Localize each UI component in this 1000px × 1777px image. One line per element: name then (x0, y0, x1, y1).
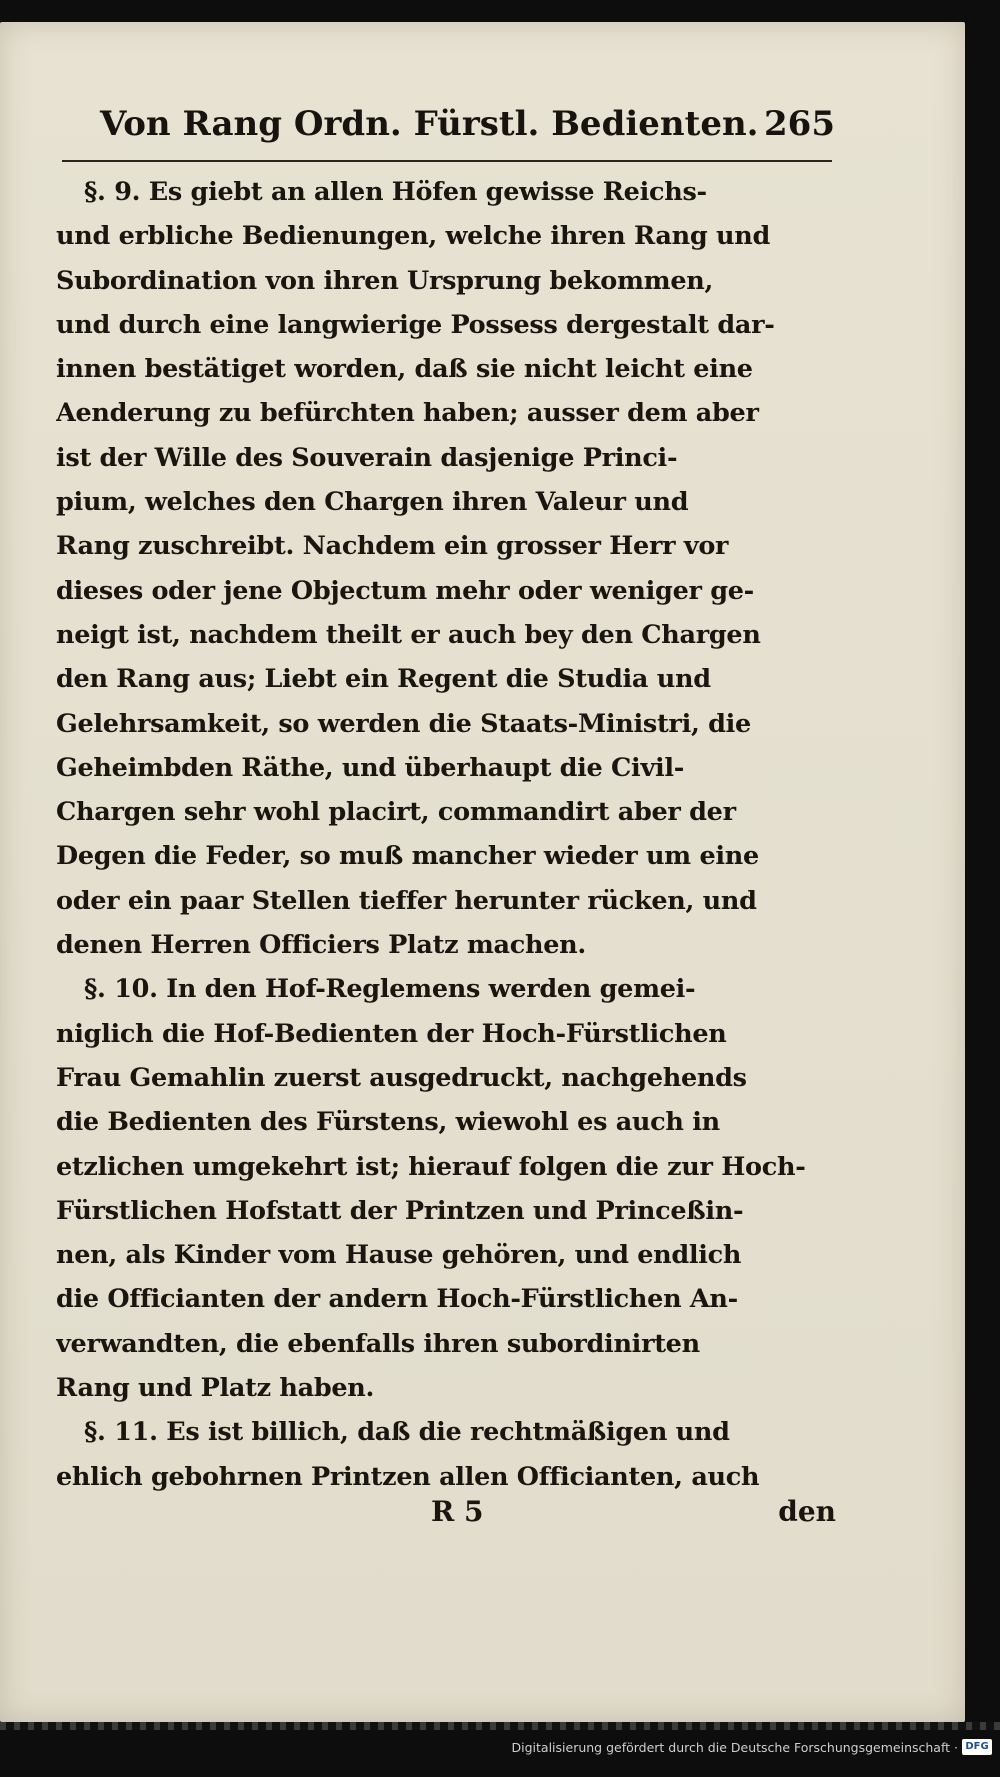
scan-border (0, 1722, 1000, 1730)
text-line: ehlich gebohrnen Printzen allen Officianten, auch (56, 1461, 760, 1492)
dfg-logo-icon: DFG (962, 1739, 992, 1755)
text-line: §. 9. Es giebt an allen Höfen gewisse Reichs- (84, 177, 707, 207)
text-line: §. 10. In den Hof-Reglemens werden gemei- (84, 974, 696, 1005)
text-line: die Officianten der andern Hoch-Fürstlichen An- (56, 1284, 738, 1315)
text-line: Subordination von ihren Ursprung bekommen, (56, 265, 714, 296)
text-line: pium, welches den Chargen ihren Valeur und (56, 487, 689, 518)
text-line: denen Herren Officiers Platz machen. (56, 930, 586, 961)
text-line: die Bedienten des Fürstens, wiewohl es auch in (56, 1107, 720, 1138)
page-header (100, 104, 835, 164)
text-line: §. 11. Es ist billich, daß die rechtmäßigen und (84, 1417, 730, 1448)
text-line: Frau Gemahlin zuerst ausgedruckt, nachgehends (56, 1062, 747, 1093)
text-line: den Rang aus; Liebt ein Regent die Studia und (56, 664, 711, 695)
credit-bar (0, 1736, 1000, 1777)
header-rule (62, 160, 832, 162)
text-line: und erbliche Bedienungen, welche ihren Rang und (56, 221, 770, 252)
text-line: innen bestätiget worden, daß sie nicht leicht eine (56, 354, 753, 385)
text-line: neigt ist, nachdem theilt er auch bey den Chargen (56, 619, 761, 650)
signature-mark: R 5 (431, 1495, 484, 1528)
text-line: dieses oder jene Objectum mehr oder weniger ge- (56, 575, 754, 606)
credit-text: Digitalisierung gefördert durch die Deutsche Forschungsgemeinschaft · (511, 1740, 958, 1755)
text-line: nen, als Kinder vom Hause gehören, und endlich (56, 1240, 742, 1271)
running-title: Von Rang Ordn. Fürstl. Bedienten. (100, 104, 759, 144)
text-line: und durch eine langwierige Possess dergestalt dar- (56, 309, 775, 340)
catchword: den (778, 1495, 836, 1528)
text-line: Rang zuschreibt. Nachdem ein grosser Herr vor (56, 531, 729, 562)
text-line: Geheimbden Räthe, und überhaupt die Civil- (56, 752, 685, 783)
text-line: Chargen sehr wohl placirt, commandirt aber der (56, 797, 736, 828)
text-line: ist der Wille des Souverain dasjenige Princi- (56, 442, 678, 473)
text-line: Aenderung zu befürchten haben; ausser dem aber (56, 398, 759, 429)
text-line: etzlichen umgekehrt ist; hierauf folgen die zur Hoch- (56, 1151, 806, 1182)
page-number: 265 (764, 104, 835, 144)
text-line: Degen die Feder, so muß mancher wieder um eine (56, 841, 759, 872)
text-line: Gelehrsamkeit, so werden die Staats-Ministri, die (56, 708, 751, 739)
text-line: verwandten, die ebenfalls ihren subordinirten (56, 1328, 700, 1359)
text-line: niglich die Hof-Bedienten der Hoch-Fürstlichen (56, 1018, 727, 1049)
page-footer (56, 1495, 836, 1535)
text-line: Rang und Platz haben. (56, 1373, 375, 1404)
body-text (56, 170, 836, 1499)
text-line: oder ein paar Stellen tieffer herunter rücken, und (56, 885, 757, 916)
text-line: Fürstlichen Hofstatt der Printzen und Princeßin- (56, 1195, 744, 1226)
